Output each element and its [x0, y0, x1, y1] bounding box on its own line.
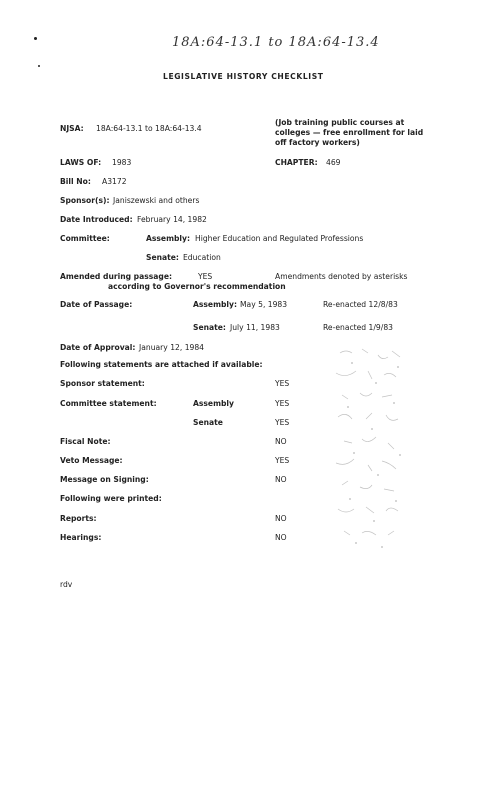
- committee-statement-senate-value: YES: [275, 418, 290, 427]
- committee-senate-value: Education: [183, 253, 221, 262]
- page-title: LEGISLATIVE HISTORY CHECKLIST: [163, 72, 324, 81]
- bill-no-value: A3172: [102, 177, 127, 186]
- njsa-label: NJSA:: [60, 124, 84, 133]
- laws-of-label: LAWS OF:: [60, 158, 102, 167]
- committee-assembly-value: Higher Education and Regulated Professions: [195, 234, 364, 243]
- committee-assembly-label: Assembly:: [146, 234, 191, 243]
- veto-message-value: YES: [275, 456, 290, 465]
- date-of-passage-label: Date of Passage:: [60, 300, 133, 309]
- reports-value: NO: [275, 514, 287, 523]
- fiscal-note-value: NO: [275, 437, 287, 446]
- stray-mark: [38, 65, 40, 67]
- committee-statement-assembly-label: Assembly: [193, 399, 234, 408]
- njsa-description-line-1: (Job training public courses at: [275, 118, 405, 127]
- date-of-approval-label: Date of Approval:: [60, 343, 136, 352]
- fiscal-note-label: Fiscal Note:: [60, 437, 111, 446]
- amended-label: Amended during passage:: [60, 272, 173, 281]
- committee-statement-assembly-value: YES: [275, 399, 290, 408]
- veto-message-label: Veto Message:: [60, 456, 123, 465]
- amended-note-line-2: according to Governor's recommendation: [108, 282, 286, 291]
- amended-value: YES: [198, 272, 213, 281]
- committee-statement-label: Committee statement:: [60, 399, 157, 408]
- statements-heading: Following statements are attached if available:: [60, 360, 263, 369]
- bill-no-label: Bill No:: [60, 177, 91, 186]
- committee-statement-senate-label: Senate: [193, 418, 223, 427]
- message-on-signing-label: Message on Signing:: [60, 475, 149, 484]
- committee-senate-label: Senate:: [146, 253, 179, 262]
- sponsors-value: Janiszewski and others: [113, 196, 200, 205]
- passage-senate-reenacted: Re-enacted 1/9/83: [323, 323, 393, 332]
- njsa-description-line-3: off factory workers): [275, 138, 360, 147]
- reports-label: Reports:: [60, 514, 97, 523]
- faint-stamp-mark: [332, 343, 410, 551]
- njsa-description-line-2: colleges — free enrollment for laid: [275, 128, 424, 137]
- sponsor-statement-value: YES: [275, 379, 290, 388]
- date-introduced-value: February 14, 1982: [137, 215, 207, 224]
- committee-label: Committee:: [60, 234, 110, 243]
- date-of-approval-value: January 12, 1984: [139, 343, 205, 352]
- passage-senate-value: July 11, 1983: [230, 323, 280, 332]
- chapter-label: CHAPTER:: [275, 158, 318, 167]
- passage-assembly-label: Assembly:: [193, 300, 238, 309]
- message-on-signing-value: NO: [275, 475, 287, 484]
- stray-mark: [34, 37, 37, 40]
- passage-assembly-value: May 5, 1983: [240, 300, 288, 309]
- chapter-value: 469: [326, 158, 341, 167]
- amended-note-line-1: Amendments denoted by asterisks: [275, 272, 408, 281]
- passage-senate-label: Senate:: [193, 323, 226, 332]
- sponsors-label: Sponsor(s):: [60, 196, 110, 205]
- njsa-value: 18A:64-13.1 to 18A:64-13.4: [96, 124, 202, 133]
- sponsor-statement-label: Sponsor statement:: [60, 379, 145, 388]
- date-introduced-label: Date Introduced:: [60, 215, 133, 224]
- typist-initials: rdv: [60, 580, 73, 589]
- handwritten-header: 18A:64-13.1 to 18A:64-13.4: [172, 35, 380, 50]
- hearings-value: NO: [275, 533, 287, 542]
- hearings-label: Hearings:: [60, 533, 102, 542]
- printed-heading: Following were printed:: [60, 494, 162, 503]
- passage-assembly-reenacted: Re-enacted 12/8/83: [323, 300, 398, 309]
- laws-of-value: 1983: [112, 158, 132, 167]
